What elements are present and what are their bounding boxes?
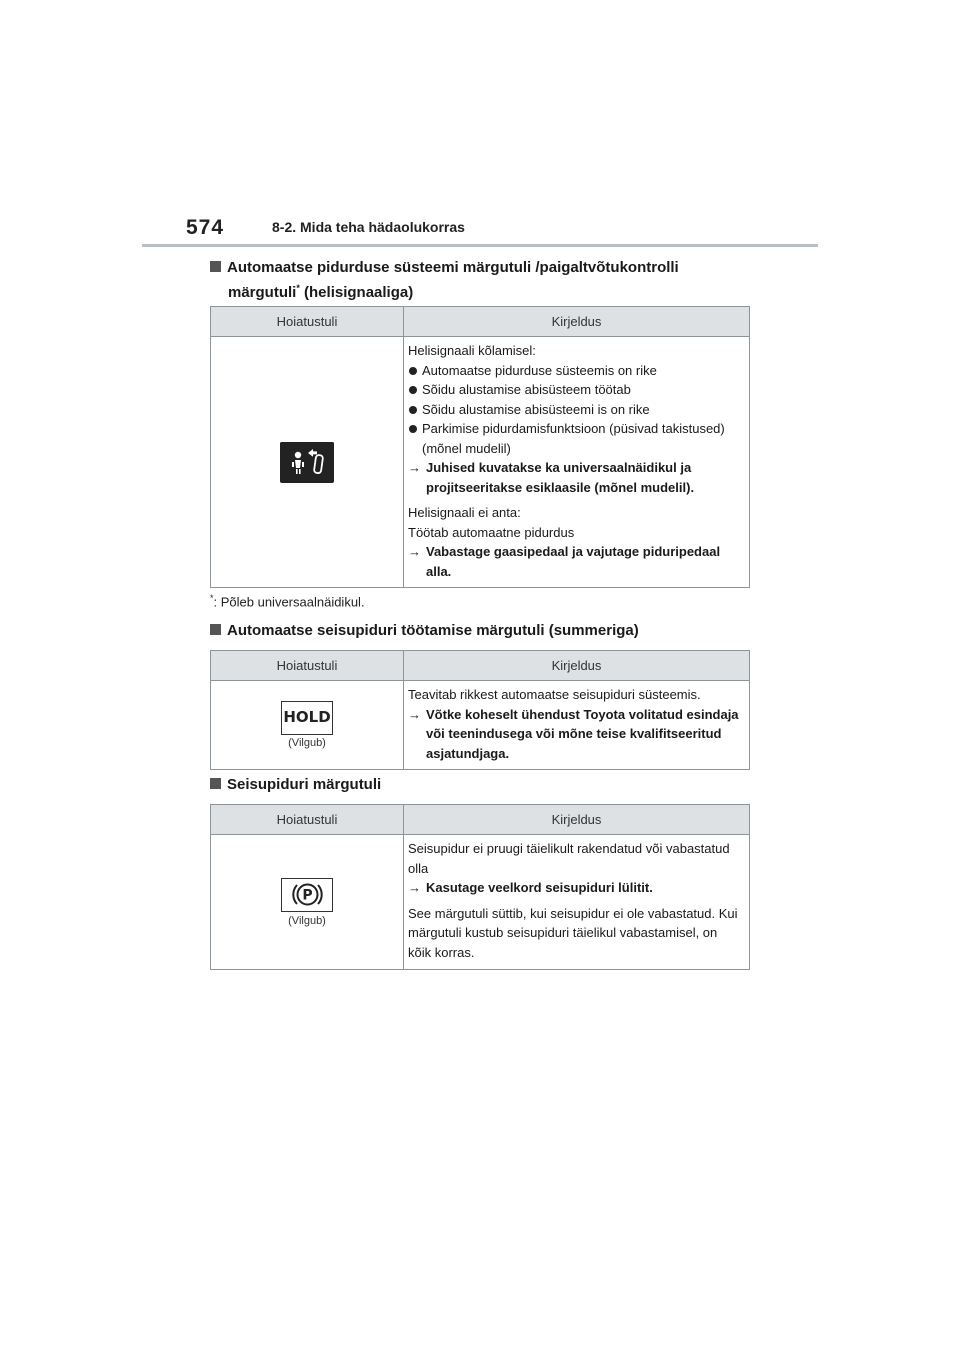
description-intro-2: Helisignaali ei anta: [408,505,521,520]
parking-brake-icon [281,878,333,912]
bullet-icon [409,386,417,394]
description-intro: Helisignaali kõlamisel: [408,343,536,358]
pedestrian-brake-warning-icon [280,442,334,483]
section-heading-auto-brake: Automaatse pidurduse süsteemi märgutuli /paigaltvõtukontrolli märgutuli* (helisignaaliga) [210,257,750,303]
square-bullet-icon [210,778,221,789]
hold-icon: HOLD [281,701,333,735]
description-note: See märgutuli süttib, kui seisupidur ei ole vabastatud. Kui märgutuli kustub seisupiduri täielikul vabastamisel, on kõik korras. [408,905,738,960]
action-instruction: → Võtke koheselt ühendust Toyota volitatud esindaja või teenindusega või mõne teise kvalifitseeritud asjatundjaga. [408,706,739,761]
description-text: Teavitab rikkest automaatse seisupiduri süsteemis. [408,687,701,702]
column-header-description: Kirjeldus [404,805,750,835]
column-header-light: Hoiatustuli [211,651,404,681]
header-divider [142,244,818,247]
bullet-icon [409,406,417,414]
action-instruction: → Kasutage veelkord seisupiduri lülitit. [408,878,743,898]
action-instruction: → Juhised kuvatakse ka universaalnäidikul ja projitseeritakse esiklaasile (mõnel mudelil). [408,460,695,495]
list-item: Automaatse pidurduse süsteemis on rike [408,361,743,381]
description-text: Seisupidur ei pruugi täielikult rakendatud või vabastatud olla [408,841,730,876]
bullet-icon [409,425,417,433]
list-item: Parkimise pidurdamisfunktsioon (püsivad takistused) (mõnel mudelil) [408,419,743,458]
warning-table-auto-brake [210,306,750,588]
svg-text:P: P [301,887,313,903]
section-heading-parking-brake: Seisupiduri märgutuli [210,774,381,795]
section-heading-auto-parking-brake: Automaatse seisupiduri töötamise märgutuli (summeriga) [210,620,639,641]
footnote: *: Põleb universaalnäidikul. [210,593,365,610]
column-header-light: Hoiatustuli [211,307,404,337]
column-header-light: Hoiatustuli [211,805,404,835]
warning-table-parking-brake [210,804,750,970]
list-item: Sõidu alustamise abisüsteemi is on rike [408,400,743,420]
square-bullet-icon [210,261,221,272]
description-text: Töötab automaatne pidurdus [408,524,575,540]
list-item: Sõidu alustamise abisüsteem töötab [408,380,743,400]
column-header-description: Kirjeldus [404,307,750,337]
blink-caption: (Vilgub) [288,737,326,749]
arrow-icon: → [408,544,421,559]
blink-caption: (Vilgub) [288,914,326,927]
bullet-icon [409,367,417,375]
action-instruction: → Vabastage gaasipedaal ja vajutage piduripedaal alla. [408,544,721,579]
square-bullet-icon [210,624,221,635]
arrow-icon: → [408,706,421,722]
page-number: 574 [186,216,225,239]
column-header-description: Kirjeldus [404,651,750,681]
arrow-icon: → [408,460,421,475]
arrow-icon: → [408,880,421,895]
warning-table-hold [210,650,750,770]
chapter-title: 8-2. Mida teha hädaolukorras [272,219,465,235]
